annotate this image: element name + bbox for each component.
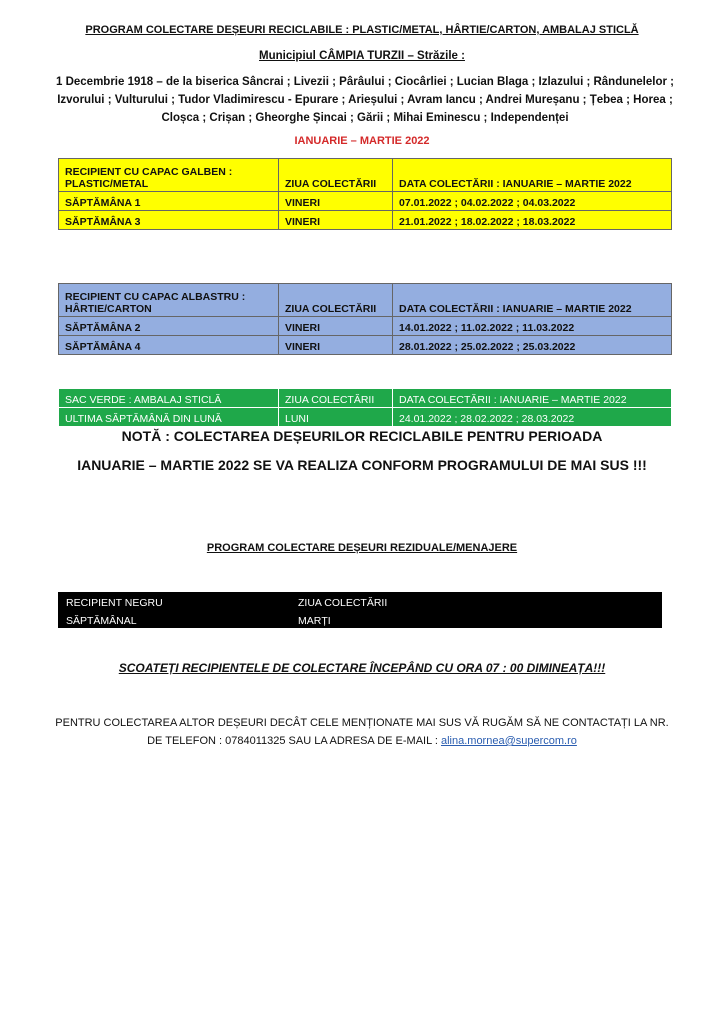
- bin-type-label: SAC VERDE : AMBALAJ STICLĂ: [59, 389, 279, 408]
- table-header: [59, 389, 672, 408]
- bin-type-label: RECIPIENT CU CAPAC GALBEN :: [65, 166, 233, 178]
- green-bag-table: [58, 388, 672, 427]
- dates-cell: 07.01.2022 ; 04.02.2022 ; 04.03.2022: [393, 192, 672, 211]
- note-line-1: NOTĂ : COLECTAREA DEȘEURILOR RECICLABILE PENTRU PERIOADA: [121, 428, 603, 444]
- dates-cell: 21.01.2022 ; 18.02.2022 ; 18.03.2022: [393, 211, 672, 230]
- document-title: PROGRAM COLECTARE DEȘEURI RECICLABILE : PLASTIC/METAL, HÂRTIE/CARTON, AMBALAJ STICLĂ: [85, 24, 639, 36]
- day-header: ZIUA COLECTĂRII: [290, 592, 662, 610]
- day-header: ZIUA COLECTĂRII: [279, 159, 393, 192]
- contact-info: [0, 714, 724, 750]
- table-row: [59, 317, 672, 336]
- table-header: [59, 159, 672, 192]
- table-header: [59, 284, 672, 317]
- table-row: [59, 336, 672, 355]
- blue-bin-table: [58, 283, 672, 355]
- contact-line-1: PENTRU COLECTAREA ALTOR DEȘEURI DECÂT CELE MENȚIONATE MAI SUS VĂ RUGĂM SĂ NE CONTACTAȚI LA NR.: [55, 717, 669, 729]
- date-header: DATA COLECTĂRII : IANUARIE – MARTIE 2022: [393, 284, 672, 317]
- frequency-cell: SĂPTĂMÂNAL: [58, 610, 290, 628]
- dates-cell: 14.01.2022 ; 11.02.2022 ; 11.03.2022: [393, 317, 672, 336]
- day-header: ZIUA COLECTĂRII: [279, 284, 393, 317]
- week-cell: SĂPTĂMÂNA 4: [59, 336, 279, 355]
- email-link[interactable]: alina.mornea@supercom.ro: [440, 735, 577, 747]
- week-cell: SĂPTĂMÂNA 2: [59, 317, 279, 336]
- date-header: DATA COLECTĂRII : IANUARIE – MARTIE 2022: [393, 159, 672, 192]
- day-cell: VINERI: [279, 211, 393, 230]
- table-row: [59, 408, 672, 427]
- day-cell: VINERI: [279, 192, 393, 211]
- day-cell: VINERI: [279, 317, 393, 336]
- table-header: [58, 592, 662, 610]
- streets-list: 1 Decembrie 1918 – de la biserica Sâncrai ; Livezii ; Pârâului ; Ciocârliei ; Lucian Blaga ; Izlazului ; Rândunelelor ; Izvorului ; Vulturului ; Tudor Vladimirescu - Epurare ; Arieșului ; Avram Iancu ; Andrei Mureșanu ; Țebea ; Horea ; Cloșca ; Crișan ; Gheorghe Șincai ; Gării ; Mihai Eminescu ; Independenței: [55, 76, 674, 124]
- bin-type-label: RECIPIENT NEGRU: [58, 592, 290, 610]
- material-label: PLASTIC/METAL: [65, 178, 149, 190]
- week-cell: SĂPTĂMÂNA 3: [59, 211, 279, 230]
- black-bin-table: [58, 592, 662, 628]
- week-cell: ULTIMA SĂPTĂMÂNĂ DIN LUNĂ: [59, 408, 279, 427]
- table-row: [59, 192, 672, 211]
- set-out-notice: SCOATEȚI RECIPIENTELE DE COLECTARE ÎNCEPÂND CU ORA 07 : 00 DIMINEAȚA!!!: [118, 661, 606, 675]
- table-row: [58, 610, 662, 628]
- date-header: DATA COLECTĂRII : IANUARIE – MARTIE 2022: [393, 389, 672, 408]
- residual-title: PROGRAM COLECTARE DEȘEURI REZIDUALE/MENAJERE: [206, 542, 518, 554]
- table-row: [59, 211, 672, 230]
- day-cell: VINERI: [279, 336, 393, 355]
- day-cell: MARȚI: [290, 610, 662, 628]
- yellow-bin-table: [58, 158, 672, 230]
- bin-type-label: RECIPIENT CU CAPAC ALBASTRU :: [65, 291, 246, 303]
- note-line-2: IANUARIE – MARTIE 2022 SE VA REALIZA CONFORM PROGRAMULUI DE MAI SUS !!!: [77, 457, 647, 473]
- contact-line-2: DE TELEFON : 0784011325 SAU LA ADRESA DE E-MAIL :: [147, 735, 441, 747]
- municipality-subtitle: Municipiul CÂMPIA TURZII – Străzile :: [259, 50, 465, 62]
- dates-cell: 28.01.2022 ; 25.02.2022 ; 25.03.2022: [393, 336, 672, 355]
- dates-cell: 24.01.2022 ; 28.02.2022 ; 28.03.2022: [393, 408, 672, 427]
- period-heading: IANUARIE – MARTIE 2022: [294, 135, 430, 147]
- material-label: HÂRTIE/CARTON: [65, 303, 152, 315]
- week-cell: SĂPTĂMÂNA 1: [59, 192, 279, 211]
- day-cell: LUNI: [279, 408, 393, 427]
- day-header: ZIUA COLECTĂRII: [279, 389, 393, 408]
